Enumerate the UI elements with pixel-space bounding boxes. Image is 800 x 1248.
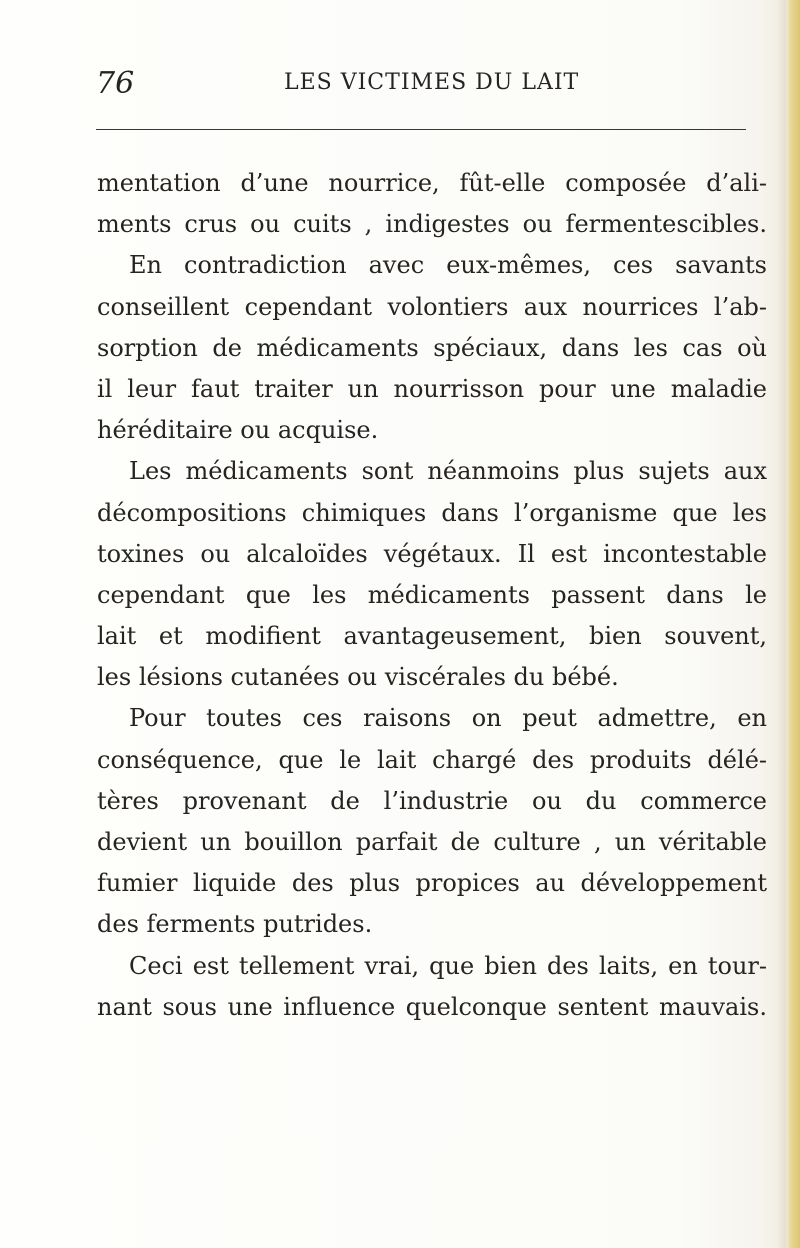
text-line: les lésions cutanées ou viscérales du bébé. bbox=[97, 663, 619, 692]
text-line: sorption de médicaments spéciaux, dans les cas où bbox=[97, 333, 767, 362]
header-rule bbox=[96, 129, 746, 130]
text-line: nant sous une influence quelconque sentent mauvais. bbox=[97, 992, 767, 1021]
text-line: Les médicaments sont néanmoins plus sujets aux bbox=[129, 457, 767, 486]
running-title: LES VICTIMES DU LAIT bbox=[284, 70, 580, 95]
text-line: lait et modifient avantageusement, bien souvent, bbox=[97, 622, 767, 651]
text-line: Ceci est tellement vrai, que bien des laits, en tour- bbox=[129, 951, 767, 980]
text-line: En contradiction avec eux-mêmes, ces savants bbox=[129, 251, 767, 280]
text-line: des ferments putrides. bbox=[97, 910, 373, 939]
page-gutter-shadow bbox=[776, 0, 786, 1248]
text-line: héréditaire ou acquise. bbox=[97, 416, 379, 445]
text-line: ments crus ou cuits , indigestes ou fermentescibles. bbox=[97, 210, 767, 239]
text-line: toxines ou alcaloïdes végétaux. Il est incontestable bbox=[97, 539, 767, 568]
text-line: décompositions chimiques dans l’organisme que les bbox=[97, 498, 767, 527]
text-line: cependant que les médicaments passent dans le bbox=[97, 580, 767, 609]
text-line: tères provenant de l’industrie ou du commerce bbox=[97, 786, 767, 815]
text-line: il leur faut traiter un nourrisson pour une maladie bbox=[97, 374, 767, 403]
page-number: 76 bbox=[96, 66, 135, 101]
text-line: fumier liquide des plus propices au développement bbox=[97, 869, 767, 898]
running-head bbox=[96, 66, 756, 106]
body-text bbox=[97, 163, 767, 1028]
text-line: conséquence, que le lait chargé des produits délé- bbox=[97, 745, 767, 774]
text-line: conseillent cependant volontiers aux nourrices l’ab- bbox=[97, 292, 767, 321]
page-edge bbox=[786, 0, 800, 1248]
text-line: Pour toutes ces raisons on peut admettre, en bbox=[129, 704, 767, 733]
text-line: devient un bouillon parfait de culture , un véritable bbox=[97, 828, 767, 856]
text-line: mentation d’une nourrice, fût-elle composée d’ali- bbox=[97, 169, 767, 197]
